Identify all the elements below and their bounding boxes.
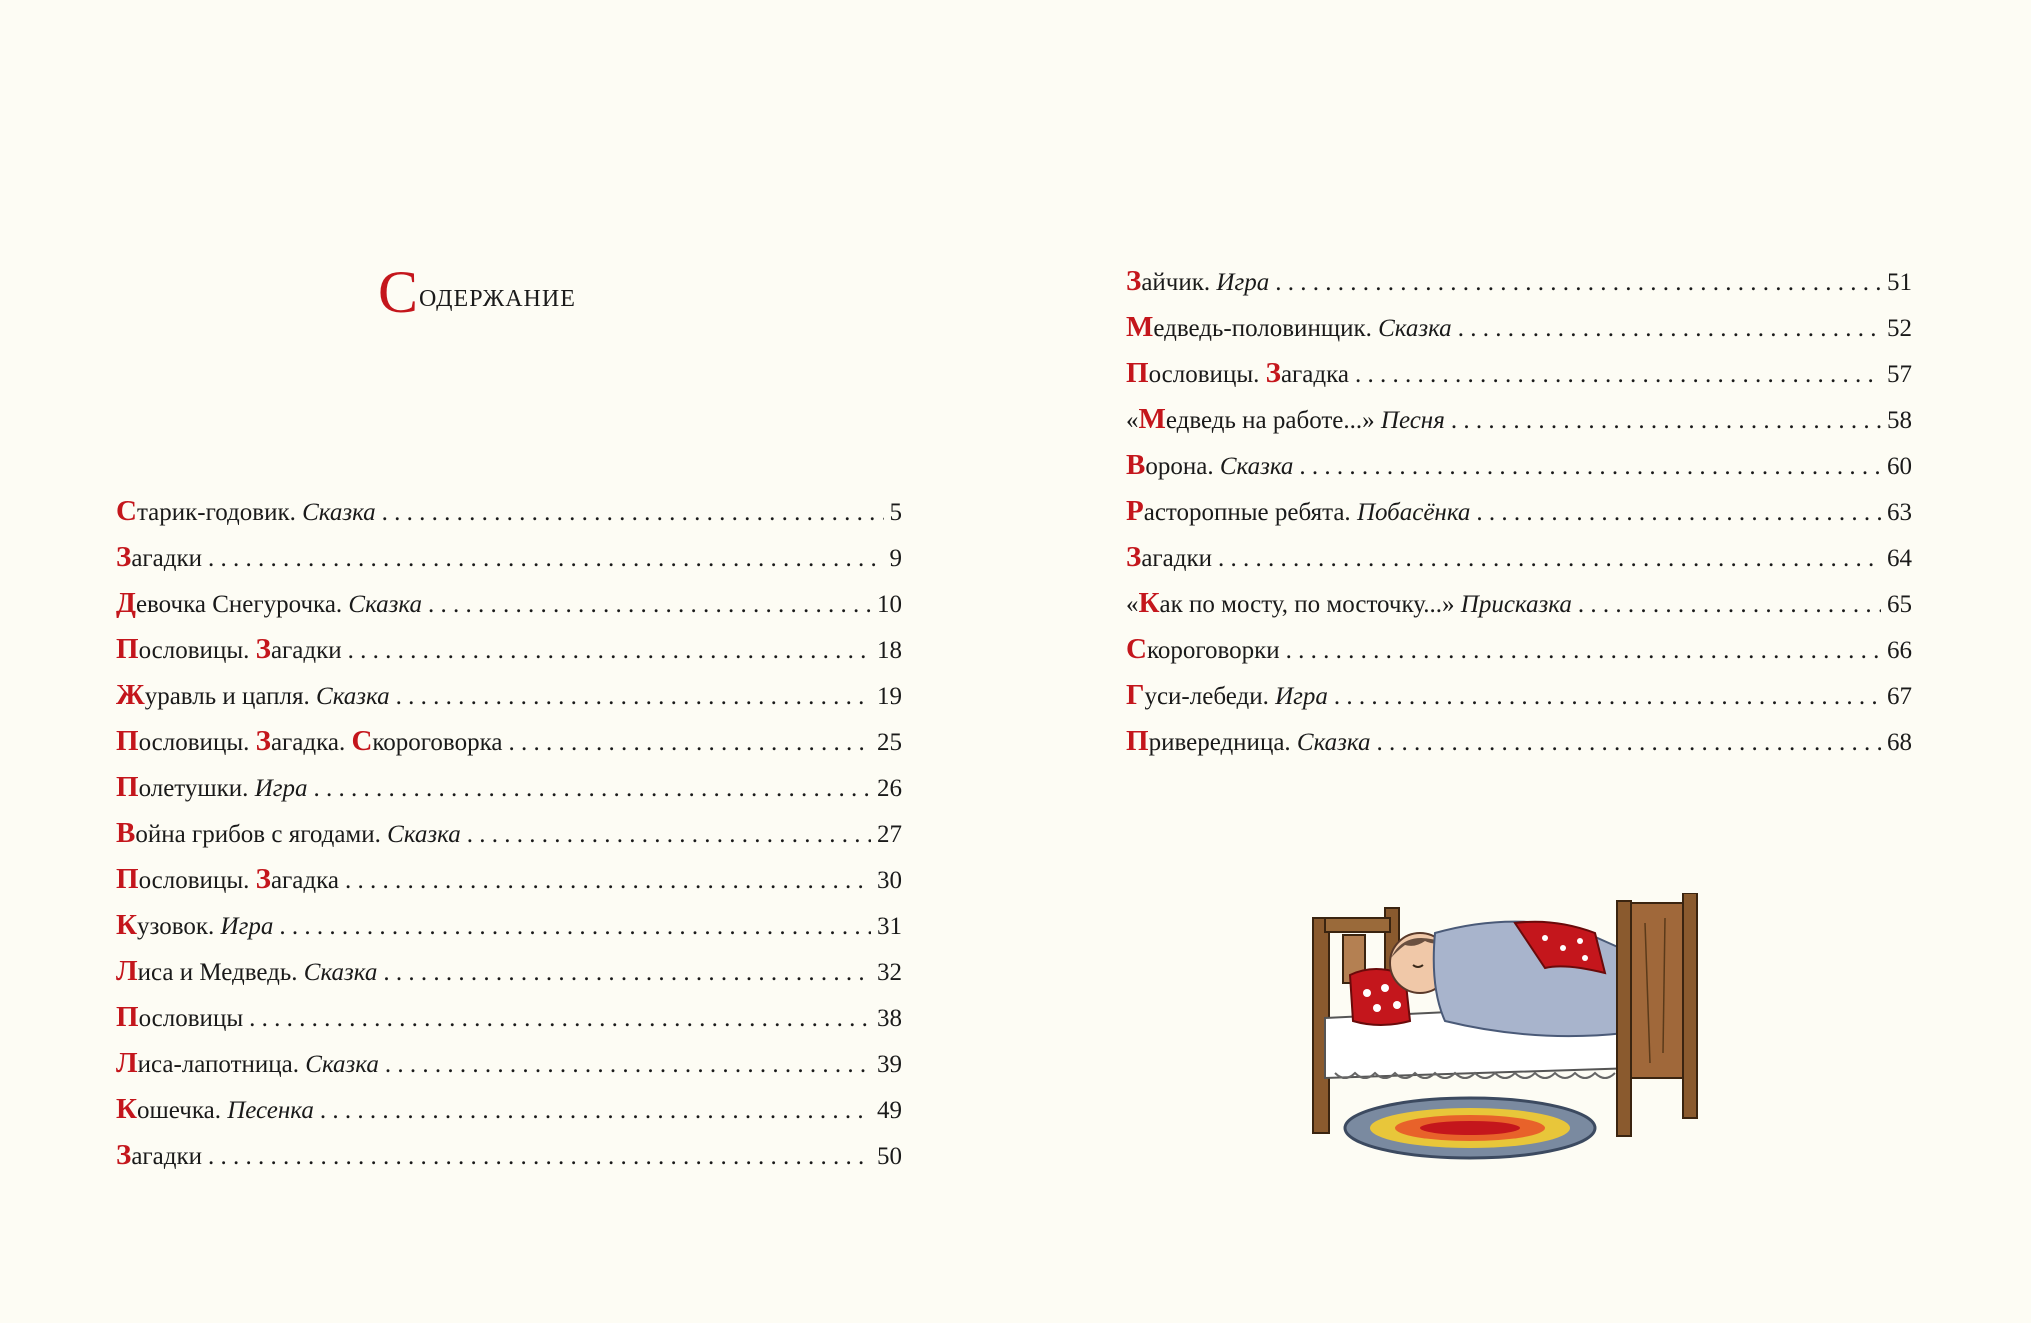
- page-title: [378, 258, 576, 327]
- toc-entry: [116, 488, 902, 534]
- toc-entry-title: [116, 856, 339, 904]
- quilt-dot: [1582, 955, 1588, 961]
- toc-entry: [116, 1132, 902, 1178]
- toc-dot-leader: [1275, 260, 1881, 306]
- toc-entry-title: [116, 718, 502, 766]
- toc-entry-title: [116, 580, 422, 628]
- toc-dot-leader: [1334, 674, 1881, 720]
- toc-entry-text: олетушки.: [138, 775, 255, 802]
- toc-dot-leader: [1377, 720, 1882, 766]
- bed-right-post-2: [1683, 893, 1697, 1118]
- bed-footboard: [1623, 903, 1685, 1078]
- toc-entry: [1126, 488, 1912, 534]
- toc-entry-genre: Побасёнка: [1356, 499, 1471, 526]
- toc-entry-title: [116, 1086, 314, 1134]
- toc-page-number: 50: [877, 1143, 902, 1170]
- toc-entry-genre: Присказка: [1460, 591, 1572, 618]
- toc-page-number: 49: [877, 1097, 902, 1124]
- toc-entry-title: [1126, 672, 1328, 720]
- toc-entry-genre: Сказка: [1378, 315, 1452, 342]
- toc-dot-leader: [1218, 536, 1881, 582]
- toc-dot-leader: [396, 674, 871, 720]
- toc-entry-text: ак по мосту, по мосточку...»: [1159, 591, 1461, 618]
- toc-entry-text: уси-лебеди.: [1144, 683, 1276, 710]
- toc-dot-leader: [508, 720, 871, 766]
- toc-entry-genre: Сказка: [302, 499, 376, 526]
- toc-entry-text: ословицы.: [138, 867, 256, 894]
- toc-entry-text: ословицы.: [138, 637, 256, 664]
- toc-entry-initial: С: [1126, 633, 1147, 665]
- toc-entry-initial: З: [255, 725, 271, 757]
- toc-entry-text: короговорка: [372, 729, 503, 756]
- toc-entry-text: тарик-годовик.: [136, 499, 303, 526]
- toc-entry-title: [116, 810, 461, 858]
- toc-page-number: 27: [877, 821, 902, 848]
- title-initial: С: [378, 259, 420, 325]
- toc-entry-title: [1126, 350, 1349, 398]
- toc-entry-text: узовок.: [137, 913, 221, 940]
- toc-dot-leader: [1286, 628, 1881, 674]
- toc-entry-title: [116, 626, 342, 674]
- toc-entry-initial: К: [1138, 587, 1160, 619]
- toc-entry-initial: П: [116, 771, 139, 803]
- toc-entry-text: короговорки: [1146, 637, 1280, 664]
- toc-page-number: 68: [1887, 729, 1912, 756]
- toc-page-number: 67: [1887, 683, 1912, 710]
- toc-page-number: 63: [1887, 499, 1912, 526]
- toc-entry-quote: «: [1126, 407, 1139, 434]
- pillow-dot: [1381, 984, 1389, 992]
- toc-entry-genre: Игра: [1275, 683, 1328, 710]
- toc-dot-leader: [428, 582, 871, 628]
- toc-entry-text: евочка Снегурочка.: [135, 591, 349, 618]
- toc-entry: [1126, 626, 1912, 672]
- toc-entry-title: [1126, 534, 1212, 582]
- toc-page-number: 5: [889, 499, 902, 526]
- toc-entry-initial: Л: [116, 955, 138, 987]
- toc-entry-initial: М: [1138, 403, 1166, 435]
- toc-entry-text: агадка: [1280, 361, 1349, 388]
- toc-entry: [116, 810, 902, 856]
- toc-entry-genre: Песня: [1380, 407, 1445, 434]
- quilt-dot: [1560, 945, 1566, 951]
- rug-ring-red: [1420, 1121, 1520, 1135]
- toc-entry-initial: П: [1126, 357, 1149, 389]
- toc-left-column: [116, 488, 902, 1178]
- toc-entry: [1126, 258, 1912, 304]
- toc-dot-leader: [1299, 444, 1881, 490]
- toc-entry-initial: З: [1126, 265, 1142, 297]
- toc-entry: [116, 1040, 902, 1086]
- toc-entry-text: айчик.: [1141, 269, 1217, 296]
- toc-entry: [1126, 396, 1912, 442]
- toc-dot-leader: [348, 628, 871, 674]
- toc-entry-initial: Ж: [116, 679, 145, 711]
- toc-entry-text: иса и Медведь.: [137, 959, 304, 986]
- toc-entry-title: [1126, 580, 1572, 628]
- toc-entry-initial: З: [255, 633, 271, 665]
- toc-entry-title: [1126, 396, 1445, 444]
- toc-page-number: 52: [1887, 315, 1912, 342]
- pillow-dot: [1373, 1004, 1381, 1012]
- toc-entry-text: ошечка.: [137, 1097, 228, 1124]
- toc-dot-leader: [249, 996, 871, 1042]
- toc-dot-leader: [314, 766, 872, 812]
- toc-entry-text: едведь-половинщик.: [1153, 315, 1379, 342]
- toc-entry: [116, 626, 902, 672]
- toc-page-number: 10: [877, 591, 902, 618]
- toc-entry-text: орона.: [1145, 453, 1220, 480]
- toc-dot-leader: [279, 904, 871, 950]
- toc-entry-initial: З: [255, 863, 271, 895]
- toc-entry: [1126, 718, 1912, 764]
- toc-entry-genre: Игра: [1216, 269, 1270, 296]
- toc-entry-genre: Игра: [220, 913, 274, 940]
- toc-entry-genre: Сказка: [316, 683, 390, 710]
- toc-dot-leader: [1476, 490, 1881, 536]
- toc-page-number: 9: [889, 545, 902, 572]
- toc-entry-text: ословицы: [138, 1005, 244, 1032]
- toc-page-number: 31: [877, 913, 902, 940]
- toc-entry-title: [116, 1040, 379, 1088]
- toc-page-number: 65: [1887, 591, 1912, 618]
- toc-entry-title: [116, 902, 273, 950]
- toc-entry: [116, 994, 902, 1040]
- toc-page-number: 64: [1887, 545, 1912, 572]
- toc-entry-title: [116, 764, 308, 812]
- toc-entry-initial: К: [116, 909, 138, 941]
- toc-entry-title: [116, 672, 390, 720]
- toc-entry-initial: З: [116, 1139, 132, 1171]
- title-rest: одержание: [419, 277, 576, 314]
- pillow-dot: [1393, 1001, 1401, 1009]
- toc-dot-leader: [1578, 582, 1881, 628]
- toc-entry: [116, 1086, 902, 1132]
- toc-page-number: 39: [877, 1051, 902, 1078]
- toc-entry: [116, 534, 902, 580]
- toc-entry-text: агадки: [131, 545, 203, 572]
- toc-page-number: 57: [1887, 361, 1912, 388]
- toc-dot-leader: [208, 536, 883, 582]
- toc-entry-title: [116, 948, 377, 996]
- toc-page-number: 19: [877, 683, 902, 710]
- toc-entry: [1126, 350, 1912, 396]
- toc-entry-genre: Сказка: [348, 591, 422, 618]
- toc-entry-text: ословицы.: [138, 729, 256, 756]
- toc-entry: [1126, 304, 1912, 350]
- toc-entry-text: ословицы.: [1148, 361, 1266, 388]
- toc-entry-quote: «: [1126, 591, 1139, 618]
- toc-entry: [116, 948, 902, 994]
- child-sleeping-in-bed-illustration: [1305, 893, 1730, 1173]
- toc-page-number: 26: [877, 775, 902, 802]
- toc-entry-text: агадки: [131, 1143, 203, 1170]
- toc-entry-genre: Сказка: [387, 821, 461, 848]
- toc-entry-text: агадка.: [270, 729, 352, 756]
- toc-page-number: 18: [877, 637, 902, 664]
- toc-page-number: 58: [1887, 407, 1912, 434]
- toc-entry-text: агадки: [1141, 545, 1213, 572]
- toc-entry-initial: Г: [1126, 679, 1145, 711]
- toc-entry-initial: Л: [116, 1047, 138, 1079]
- toc-entry-genre: Сказка: [305, 1051, 379, 1078]
- toc-entry-title: [1126, 626, 1280, 674]
- toc-entry-genre: Игра: [254, 775, 308, 802]
- toc-entry-genre: Песенка: [227, 1097, 314, 1124]
- toc-dot-leader: [1458, 306, 1881, 352]
- toc-page-number: 32: [877, 959, 902, 986]
- toc-entry-title: [1126, 442, 1293, 490]
- bed-right-post: [1617, 901, 1631, 1136]
- toc-entry-initial: В: [116, 817, 136, 849]
- toc-entry: [116, 718, 902, 764]
- toc-dot-leader: [467, 812, 871, 858]
- toc-entry-initial: М: [1126, 311, 1154, 343]
- toc-entry-initial: С: [351, 725, 373, 757]
- toc-dot-leader: [385, 1042, 871, 1088]
- toc-entry-text: агадки: [270, 637, 342, 664]
- toc-entry-initial: П: [116, 725, 139, 757]
- toc-entry-title: [1126, 488, 1470, 536]
- toc-entry: [116, 764, 902, 810]
- toc-entry-initial: С: [116, 495, 137, 527]
- toc-entry-initial: Р: [1126, 495, 1144, 527]
- toc-entry: [116, 580, 902, 626]
- toc-entry: [116, 672, 902, 718]
- toc-page-number: 38: [877, 1005, 902, 1032]
- toc-dot-leader: [1451, 398, 1881, 444]
- toc-entry: [1126, 672, 1912, 718]
- pillow-dot: [1363, 989, 1371, 997]
- toc-entry-initial: Д: [116, 587, 136, 619]
- toc-entry-text: асторопные ребята.: [1143, 499, 1357, 526]
- toc-entry-text: ривередница.: [1148, 729, 1297, 756]
- toc-entry-title: [1126, 304, 1452, 352]
- quilt-dot: [1542, 935, 1548, 941]
- toc-entry-genre: Сказка: [1219, 453, 1294, 480]
- toc-entry-text: иса-лапотница.: [137, 1051, 306, 1078]
- toc-dot-leader: [320, 1088, 871, 1134]
- toc-entry-initial: П: [116, 1001, 139, 1033]
- toc-page-number: 30: [877, 867, 902, 894]
- toc-dot-leader: [382, 490, 884, 536]
- toc-entry-text: едведь на работе...»: [1165, 407, 1381, 434]
- toc-entry-text: агадка: [270, 867, 339, 894]
- toc-entry-initial: П: [116, 633, 139, 665]
- toc-entry-title: [116, 488, 376, 536]
- toc-entry: [1126, 534, 1912, 580]
- toc-entry-title: [116, 994, 243, 1042]
- toc-dot-leader: [208, 1134, 871, 1180]
- toc-entry-text: уравль и цапля.: [144, 683, 317, 710]
- toc-entry-initial: З: [1265, 357, 1281, 389]
- toc-page-number: 51: [1887, 269, 1912, 296]
- toc-entry-title: [116, 534, 202, 582]
- toc-entry-title: [1126, 718, 1371, 766]
- bed-headboard-rail: [1325, 918, 1390, 932]
- toc-entry: [116, 902, 902, 948]
- toc-entry-text: ойна грибов с ягодами.: [135, 821, 388, 848]
- toc-entry-initial: З: [1126, 541, 1142, 573]
- toc-page-number: 25: [877, 729, 902, 756]
- toc-dot-leader: [1355, 352, 1881, 398]
- toc-right-column: [1126, 258, 1912, 764]
- toc-entry-initial: П: [116, 863, 139, 895]
- toc-entry-title: [116, 1132, 202, 1180]
- toc-page-number: 60: [1887, 453, 1912, 480]
- toc-entry: [116, 856, 902, 902]
- toc-dot-leader: [383, 950, 871, 996]
- toc-page-number: 66: [1887, 637, 1912, 664]
- toc-entry-title: [1126, 258, 1269, 306]
- toc-dot-leader: [345, 858, 871, 904]
- toc-entry-initial: В: [1126, 449, 1146, 481]
- toc-entry-initial: К: [116, 1093, 138, 1125]
- toc-entry: [1126, 442, 1912, 488]
- toc-entry-initial: П: [1126, 725, 1149, 757]
- toc-entry-genre: Сказка: [1296, 729, 1371, 756]
- quilt-dot: [1577, 938, 1583, 944]
- toc-entry: [1126, 580, 1912, 626]
- toc-entry-initial: З: [116, 541, 132, 573]
- toc-entry-genre: Сказка: [303, 959, 378, 986]
